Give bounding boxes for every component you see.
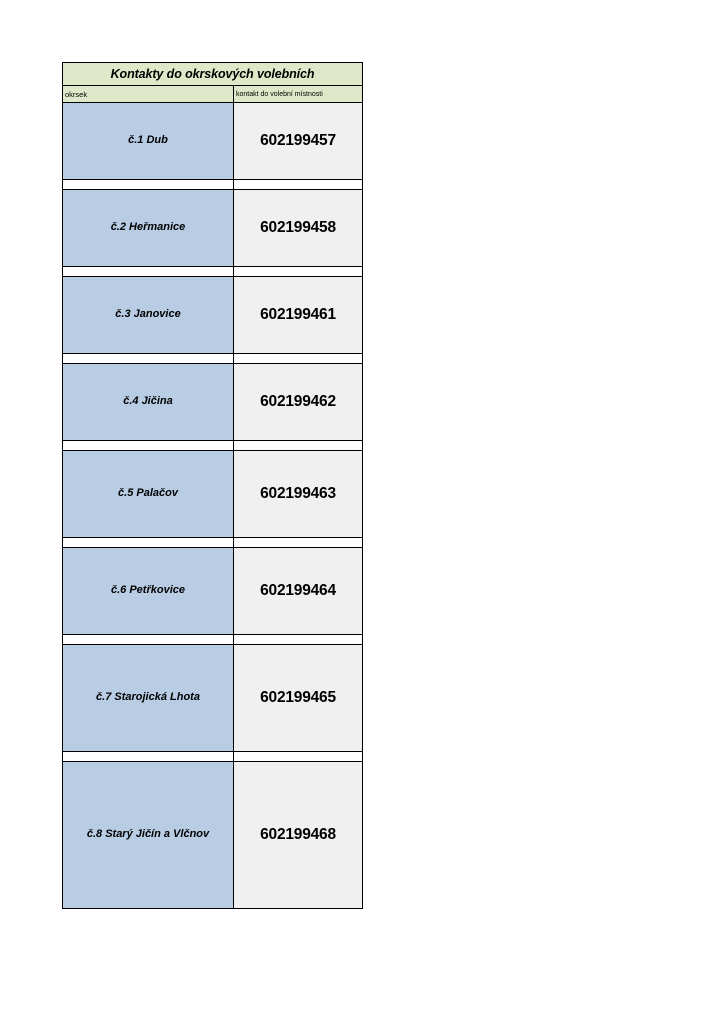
contacts-table-body — [63, 63, 363, 909]
row-spacer-left — [63, 538, 234, 548]
row-spacer-right — [234, 752, 363, 762]
row-spacer — [63, 267, 363, 277]
row-spacer — [63, 180, 363, 190]
okrsek-name: č.3 Janovice — [63, 277, 234, 354]
column-header-kontakt: kontakt do volební místnosti — [234, 86, 363, 103]
column-header-okrsek: okrsek — [63, 86, 234, 103]
okrsek-phone: 602199468 — [234, 762, 363, 909]
table-row — [63, 548, 363, 635]
contacts-sheet — [62, 62, 362, 909]
okrsek-phone: 602199463 — [234, 451, 363, 538]
okrsek-phone: 602199461 — [234, 277, 363, 354]
table-row — [63, 451, 363, 538]
row-spacer-left — [63, 267, 234, 277]
okrsek-phone: 602199465 — [234, 645, 363, 752]
row-spacer-right — [234, 267, 363, 277]
table-row — [63, 645, 363, 752]
okrsek-phone: 602199462 — [234, 364, 363, 441]
okrsek-name: č.2 Heřmanice — [63, 190, 234, 267]
row-spacer-left — [63, 441, 234, 451]
okrsek-phone: 602199464 — [234, 548, 363, 635]
okrsek-name: č.8 Starý Jičín a Vlčnov — [63, 762, 234, 909]
table-row — [63, 364, 363, 441]
row-spacer — [63, 538, 363, 548]
okrsek-name: č.5 Palačov — [63, 451, 234, 538]
table-row — [63, 277, 363, 354]
row-spacer — [63, 635, 363, 645]
row-spacer-right — [234, 180, 363, 190]
row-spacer-left — [63, 752, 234, 762]
table-row — [63, 190, 363, 267]
header-row — [63, 86, 363, 103]
row-spacer-right — [234, 635, 363, 645]
okrsek-name: č.4 Jičina — [63, 364, 234, 441]
okrsek-phone: 602199458 — [234, 190, 363, 267]
okrsek-name: č.7 Starojická Lhota — [63, 645, 234, 752]
table-row — [63, 762, 363, 909]
title-row — [63, 63, 363, 86]
okrsek-name: č.6 Petřkovice — [63, 548, 234, 635]
row-spacer-left — [63, 635, 234, 645]
okrsek-name: č.1 Dub — [63, 103, 234, 180]
row-spacer-left — [63, 180, 234, 190]
page-title: Kontakty do okrskových volebních — [63, 63, 363, 86]
row-spacer — [63, 752, 363, 762]
contacts-table — [62, 62, 363, 909]
row-spacer-right — [234, 354, 363, 364]
row-spacer-right — [234, 538, 363, 548]
row-spacer-left — [63, 354, 234, 364]
row-spacer — [63, 441, 363, 451]
table-row — [63, 103, 363, 180]
row-spacer — [63, 354, 363, 364]
row-spacer-right — [234, 441, 363, 451]
okrsek-phone: 602199457 — [234, 103, 363, 180]
